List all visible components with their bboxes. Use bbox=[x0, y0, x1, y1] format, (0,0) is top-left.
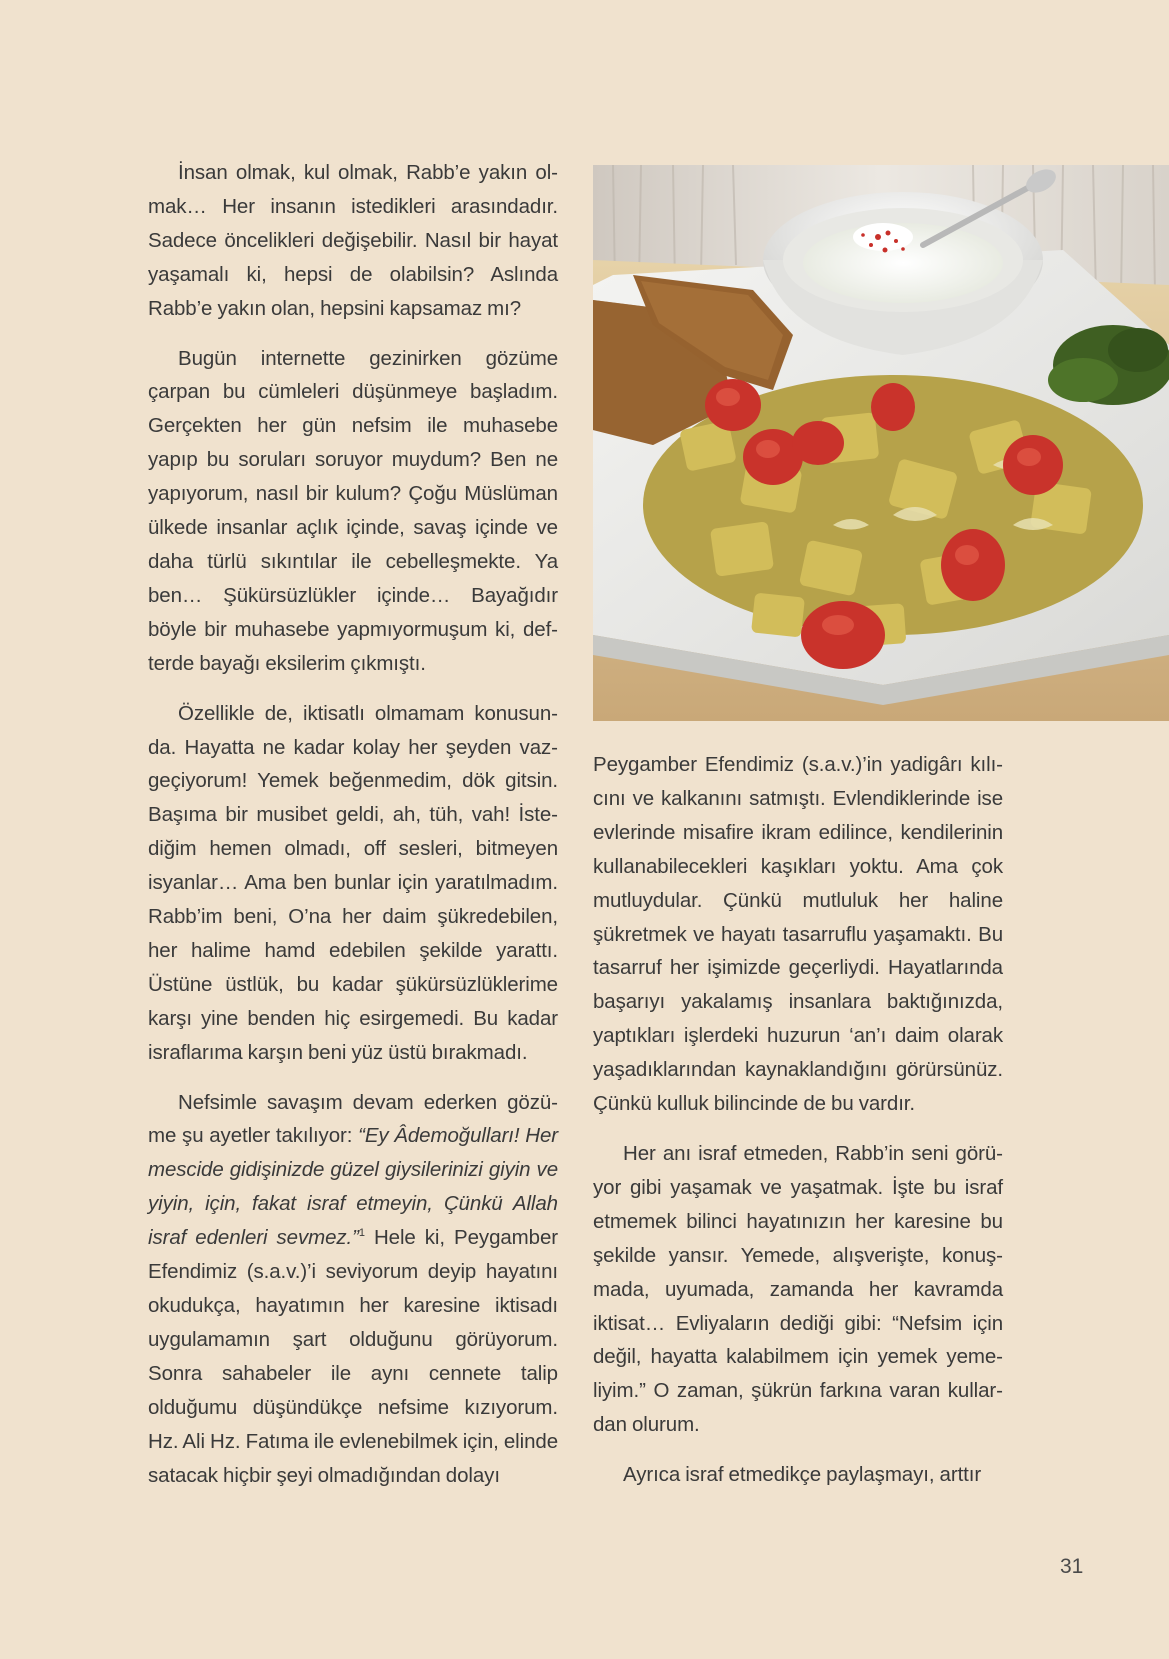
food-photo bbox=[593, 165, 1169, 721]
paragraph: Özellikle de, iktisatlı olmamam konusunda. Hayatta ne kadar kolay her şeyden vazgeçiyorum! Yemek beğenmedim, dök gitsin. Başıma bir musibet geldi, ah, tüh, vah! İstediğim hemen olmadı, off sesleri, bitmeyen isyanlar… Ama ben bunlar için yaratılmadım. Rabb’im beni, O’na her daim şükredebilen, her halime hamd edebilen şekilde yarattı. Üstüne üstlük, bu kadar şükürsüzlüklerime karşı yine benden hiç esirgemedi. Bu kadar israflarıma karşın beni yüz üstü bırakmadı. bbox=[148, 701, 558, 1064]
paragraph: Her anı israf etmeden, Rabb’in seni görüyor gibi yaşamak ve yaşatmak. İşte bu israf etmemek bilinci hayatınızın her karesine bu şekilde yansır. Yemede, alışverişte, konuşmada, uyumada, zamanda her kavramda iktisat… Evliyaların dediği gibi: “Nefsim için değil, hayatta kalabilmem için yemek yemeliyim.” O zaman, şükrün farkına varan kullardan olurum. bbox=[593, 1141, 1003, 1437]
footnote-marker: 1 bbox=[358, 1227, 365, 1240]
paragraph-text: Hele ki, Peygamber Efendimiz (s.a.v.)’i seviyorum deyip hayatını okudukça, hayatımın her karesine iktisadı uygulamamın şart olduğunu görüyorum. Sonra sahabeler ile aynı cennete talip olduğumu düşündükçe nefsime kızıyorum. Hz. Ali Hz. Fatıma ile evlenebilmek için, elinde satacak hiçbir şeyi olmadığından dolayı bbox=[148, 1226, 558, 1487]
paragraph: İnsan olmak, kul olmak, Rabb’e yakın olmak… Her insanın istedikleri arasındadır. Sadece öncelikleri değişebilir. Nasıl bir hayat yaşamalı ki, hepsi de olabilsin? Aslında Rabb’e yakın olan, hepsini kapsamaz mı? bbox=[148, 161, 558, 320]
paragraph: Bugün internette gezinirken gözüme çarpan bu cümleleri düşünmeye başladım. Gerçekten her gün nefsim ile muhasebe yapıp bu soruları soruyor muydum? Ben ne yapıyorum, nasıl bir kulum? Çoğu Müslüman ülkede insanlar açlık içinde, savaş içinde ve daha türlü sıkıntılar ile cebelleşmekte. Ya ben… Şükürsüzlükler içinde… Bayağıdır böyle bir muhasebe yapmıyormuşum ki, defterde bayağı eksilerim çıkmıştı. bbox=[148, 346, 558, 675]
food-photo-illustration bbox=[593, 165, 1169, 721]
left-text-column bbox=[148, 156, 558, 1508]
page-number: 31 bbox=[1060, 1555, 1084, 1578]
paragraph-with-quote bbox=[148, 1086, 558, 1493]
verse-quote: “Ey Âdemoğulları! Her mescide gidişinizde güzel giysilerinizi giyin ve yiyin, için, fakat israf etmeyin, Çünkü Allah israf edenleri sevmez.” bbox=[148, 1124, 558, 1250]
right-text-column bbox=[593, 748, 1003, 1508]
paragraph-text: Nefsimle savaşım devam ederken gözüme şu ayetler takılıyor: bbox=[148, 1090, 558, 1148]
paragraph: Ayrıca israf etmedikçe paylaşmayı, arttır bbox=[623, 1463, 982, 1487]
paragraph: Peygamber Efendimiz (s.a.v.)’in yadigârı kılıcını ve kalkanını satmıştı. Evlendiklerinde ise evlerinde misafire ikram edilince, kendilerinin kullanabilecekleri kaşıkları yoktu. Ama çok mutluydular. Çünkü mutluluk her haline şükretmek ve hayatı tasarruflu yaşamaktı. Bu tasarruf her işimizde geçerliydi. Hayatlarında başarıyı yakalamış insanlara baktığınızda, yaptıkları işlerdeki huzurun ‘an’ı daim olarak yaşadıklarından kaynaklandığını görürsünüz. Çünkü kulluk bilincinde de bu vardır. bbox=[593, 753, 1003, 1116]
